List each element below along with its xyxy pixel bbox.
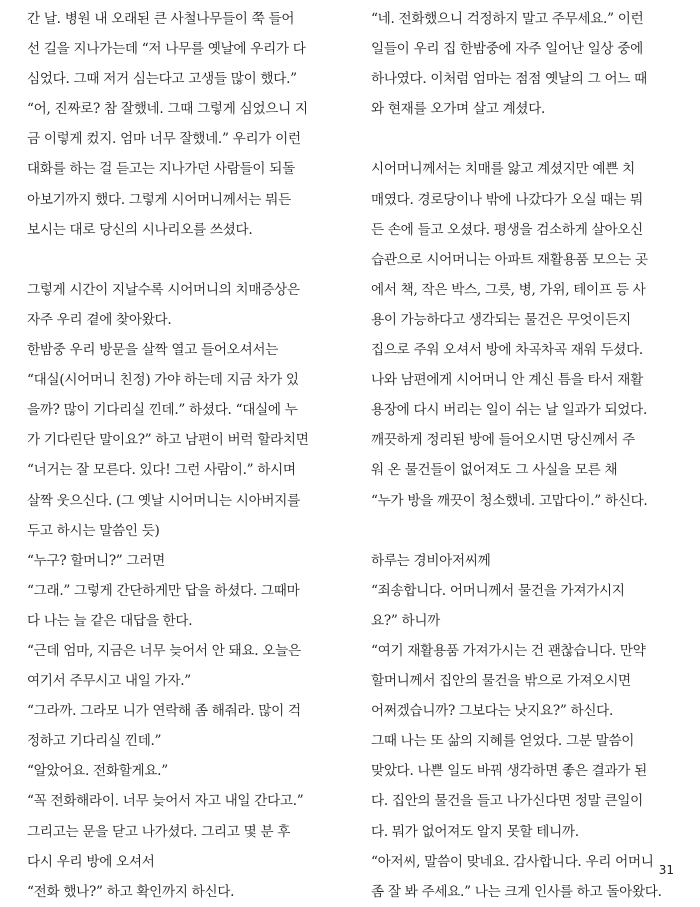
text-line: 와 현재를 오가며 살고 계셨다.	[371, 101, 546, 118]
text-line: 살짝 웃으신다. (그 옛날 시어머니는 시아버지를	[27, 492, 300, 509]
text-line: “그라까. 그라모 니가 연락해 좀 해줘라. 많이 걱	[27, 703, 301, 720]
text-line: 다. 뭐가 없어져도 알지 못할 테니까.	[371, 823, 579, 840]
text-line: 아보기까지 했다. 그렇게 시어머니께서는 뭐든	[27, 191, 291, 208]
text-line: 한밤중 우리 방문을 살짝 열고 들어오셔서는	[27, 342, 279, 359]
text-line: “누가 방을 깨끗이 청소했네. 고맙다이.” 하신다.	[371, 492, 648, 509]
text-line: “어, 진짜로? 참 잘했네. 그때 그렇게 심었으니 지	[27, 101, 308, 118]
text-line: 에서 책, 작은 박스, 그릇, 병, 가위, 테이프 등 사	[371, 281, 646, 298]
text-line: 매였다. 경로당이나 밖에 나갔다가 오실 때는 뭐	[371, 191, 643, 208]
text-line: “근데 엄마, 지금은 너무 늦어서 안 돼요. 오늘은	[27, 642, 301, 659]
text-line: 습관으로 시어머니는 아파트 재활용품 모으는 곳	[371, 251, 648, 268]
text-line: “대실(시어머니 친정) 가야 하는데 지금 차가 있	[27, 372, 299, 389]
text-line: 요?” 하니까	[371, 612, 440, 629]
text-line: “죄송합니다. 어머니께서 물건을 가져가시지	[371, 582, 625, 599]
text-line: 하나였다. 이처럼 엄마는 점점 옛날의 그 어느 때	[371, 71, 647, 88]
text-line: 선 길을 지나가는데 “저 나무를 옛날에 우리가 다	[27, 41, 306, 58]
text-line: 간 날. 병원 내 오래된 큰 사철나무들이 쭉 들어	[27, 11, 295, 27]
text-line: 여기서 주무시고 내일 가자.”	[27, 673, 191, 690]
text-line: 다 나는 늘 같은 대답을 한다.	[27, 612, 193, 629]
text-line: “아저씨, 말씀이 맞네요. 감사합니다. 우리 어머니	[371, 853, 654, 870]
text-line: “여기 재활용품 가져가시는 건 괜찮습니다. 만약	[371, 642, 646, 659]
text-line: 그때 나는 또 삶의 지혜를 얻었다. 그분 말씀이	[371, 733, 635, 750]
text-line: “네. 전화했으니 걱정하지 말고 주무세요.” 이런	[371, 11, 644, 27]
text-line: “너거는 잘 모른다. 있다! 그런 사람이.” 하시며	[27, 462, 296, 479]
text-line: 용이 가능하다고 생각되는 물건은 무엇이든지	[371, 311, 631, 328]
text-line: 용장에 다시 버리는 일이 쉬는 날 일과가 되었다.	[371, 402, 647, 419]
text-line: 을까? 많이 기다리실 낀데.” 하셨다. “대실에 누	[27, 402, 298, 419]
text-line: 대화를 하는 걸 듣고는 지나가던 사람들이 되돌	[27, 161, 295, 178]
right-text-column	[371, 4, 673, 907]
text-line: 하루는 경비아저씨께	[371, 552, 491, 569]
text-line: “알았어요. 전화할게요.”	[27, 763, 168, 780]
paragraph-break	[371, 516, 673, 546]
text-line: 집으로 주워 오셔서 방에 차곡차곡 재워 두셨다.	[371, 342, 643, 359]
text-line: 일들이 우리 집 한밤중에 자주 일어난 일상 중에	[371, 41, 643, 58]
text-line: 할머니께서 집안의 물건을 밖으로 가져오시면	[371, 673, 631, 690]
text-line: “전화 했나?” 하고 확인까지 하신다.	[27, 883, 235, 900]
text-line: 심었다. 그때 저거 심는다고 고생들 많이 했다.”	[27, 71, 297, 88]
paragraph-break	[27, 245, 329, 275]
text-line: “꼭 전화해라이. 너무 늦어서 자고 내일 간다고.”	[27, 793, 304, 810]
text-line: 워 온 물건들이 없어져도 그 사실을 모른 채	[371, 462, 618, 479]
text-line: 자주 우리 곁에 찾아왔다.	[27, 311, 172, 328]
text-line: “누구? 할머니?” 그러면	[27, 552, 165, 569]
left-text-column	[27, 4, 329, 907]
text-line: 시어머니께서는 치매를 앓고 계셨지만 예쁜 치	[371, 161, 635, 178]
text-line: 다. 집안의 물건을 들고 나가신다면 정말 큰일이	[371, 793, 643, 810]
text-line: 금 이렇게 컸지. 엄마 너무 잘했네.” 우리가 이런	[27, 131, 301, 148]
text-line: 다시 우리 방에 오셔서	[27, 853, 155, 870]
text-line: 그렇게 시간이 지날수록 시어머니의 치매증상은	[27, 281, 300, 298]
text-line: 든 손에 들고 오셨다. 평생을 검소하게 살아오신	[371, 221, 643, 238]
text-line: 보시는 대로 당신의 시나리오를 쓰셨다.	[27, 221, 253, 238]
text-line: 맞았다. 나쁜 일도 바꿔 생각하면 좋은 결과가 된	[371, 763, 647, 780]
text-line: 나와 남편에게 시어머니 안 계신 틈을 타서 재활	[371, 372, 643, 389]
text-line: 두고 하시는 말씀인 듯)	[27, 522, 160, 539]
text-line: 가 기다린단 말이요?” 하고 남편이 버럭 할라치면	[27, 432, 309, 449]
text-line: 깨끗하게 정리된 방에 들어오시면 당신께서 주	[371, 432, 635, 449]
text-line: 좀 잘 봐 주세요.” 나는 크게 인사를 하고 돌아왔다.	[371, 883, 662, 900]
page-number: 31	[658, 863, 674, 877]
text-line: “그래.” 그렇게 간단하게만 답을 하셨다. 그때마	[27, 582, 300, 599]
text-line: 그리고는 문을 닫고 나가셨다. 그리고 몇 분 후	[27, 823, 291, 840]
text-line: 정하고 기다리실 낀데.”	[27, 733, 162, 750]
paragraph-break	[371, 124, 673, 154]
text-line: 어쩌겠습니까? 그보다는 낫지요?” 하신다.	[371, 703, 614, 720]
